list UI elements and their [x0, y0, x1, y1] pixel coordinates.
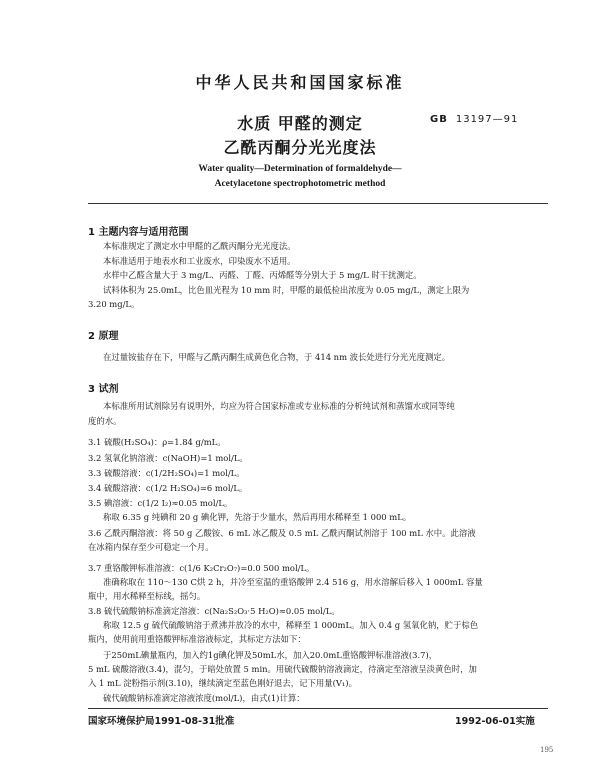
section-1-heading: 1 主题内容与适用范围 — [88, 227, 189, 238]
paragraph: 硫代硫酸钠标准滴定溶液浓度(mol/L)，由式(1)计算： — [103, 693, 305, 703]
paragraph: 在冰箱内保存至少可稳定一个月。 — [88, 542, 214, 552]
title-line-1: 水质 甲醛的测定 — [237, 114, 363, 133]
top-rule — [88, 203, 548, 204]
approval-date: 国家环境保护局1991-08-31批准 — [88, 716, 235, 727]
reagent-3-4: 3.4 硫酸溶液：c(1/2 H₂SO₄)=6 mol/L。 — [88, 483, 248, 493]
paragraph: 本标准规定了测定水中甲醛的乙酰丙酮分光光度法。 — [103, 241, 296, 251]
paragraph: 称取 12.5 g 硫代硫酸钠溶于煮沸并放冷的水中，稀释至 1 000mL。加入 0.4 g 氢氧化钠，贮于棕色 — [103, 620, 479, 630]
reagent-3-2: 3.2 氢氧化钠溶液：c(NaOH)=1 mol/L。 — [88, 453, 248, 463]
paragraph: 称取 6.35 g 纯碘和 20 g 碘化钾，先溶于少量水，然后再用水稀释至 1 000 mL。 — [103, 512, 412, 522]
paragraph: 5 mL 硫酸溶液(3.4)，混匀，于暗处放置 5 min。用硫代硫酸钠溶液滴定，待滴定至溶液呈淡黄色时，加 — [88, 664, 477, 674]
section-3-heading: 3 试剂 — [88, 384, 119, 395]
paragraph: 瓶内，使用前用重铬酸钾标准溶液标定，其标定方法如下： — [88, 634, 306, 644]
paragraph: 在过量铵盐存在下，甲醛与乙酰丙酮生成黄色化合物，于 414 nm 波长处进行分光光度测定。 — [103, 352, 451, 362]
paragraph: 本标准适用于地表水和工业废水，印染废水不适用。 — [103, 256, 296, 266]
standard-prefix: GB — [430, 114, 448, 125]
paragraph: 3.20 mg/L。 — [88, 299, 140, 309]
bottom-rule — [88, 708, 548, 709]
paragraph: 于250mL碘量瓶内，加入约1g碘化钾及50mL水，加入20.0mL重铬酸钾标准溶液(3.7)， — [103, 650, 438, 660]
reagent-3-7: 3.7 重铬酸钾标准溶液：c(1/6 K₂Cr₂O₇)=0.0 500 mol/L。 — [88, 563, 315, 573]
page-number: 195 — [540, 746, 554, 754]
reagent-3-1: 3.1 硫酸(H₂SO₄)：ρ=1.84 g/mL。 — [88, 437, 226, 447]
section-2-heading: 2 原理 — [88, 331, 119, 342]
paragraph: 准确称取在 110～130 C烘 2 h，并冷至室温的重铬酸钾 2.4 516 g，用水溶解后移入 1 000mL 容量 — [103, 577, 483, 587]
implementation-date: 1992-06-01实施 — [455, 716, 535, 727]
paragraph: 试料体积为 25.0mL，比色皿光程为 10 mm 时，甲醛的最低检出浓度为 0.05 mg/L，测定上限为 — [103, 285, 470, 295]
paragraph: 度的水。 — [88, 416, 122, 426]
standard-code — [430, 114, 518, 125]
national-standard-header: 中华人民共和国国家标准 — [195, 73, 405, 92]
english-title-line-2: Acetylacetone spectrophotometric method — [214, 179, 386, 189]
paragraph: 本标准所用试剂除另有说明外，均应为符合国家标准或专业标准的分析纯试剂和蒸馏水或同等纯 — [103, 401, 455, 411]
standard-number: 13197—91 — [455, 114, 519, 125]
title-line-2: 乙酰丙酮分光光度法 — [223, 138, 377, 157]
english-title-line-1: Water quality—Determination of formaldehyde— — [198, 164, 402, 174]
paragraph: 入 1 mL 淀粉指示剂(3.10)，继续滴定至蓝色刚好退去，记下用量(V₁)。 — [88, 678, 357, 688]
reagent-3-6: 3.6 乙酰丙酮溶液：将 50 g 乙酸铵、6 mL 冰乙酸及 0.5 mL 乙酰丙酮试剂溶于 100 mL 水中。此溶液 — [88, 528, 476, 538]
reagent-3-5: 3.5 碘溶液：c(1/2 I₂)≈0.05 mol/L。 — [88, 498, 233, 508]
paragraph: 水样中乙醛含量大于 3 mg/L、丙醛、丁醛、丙烯醛等分别大于 5 mg/L 时干扰测定。 — [103, 270, 422, 280]
reagent-3-3: 3.3 硫酸溶液：c(1/2H₂SO₄)=1 mol/L。 — [88, 468, 245, 478]
paragraph: 瓶中，用水稀释至标线，摇匀。 — [88, 591, 206, 601]
reagent-3-8: 3.8 硫代硫酸钠标准滴定溶液：c(Na₂S₂O₃·5 H₂O)≈0.05 mol/L。 — [88, 606, 340, 616]
